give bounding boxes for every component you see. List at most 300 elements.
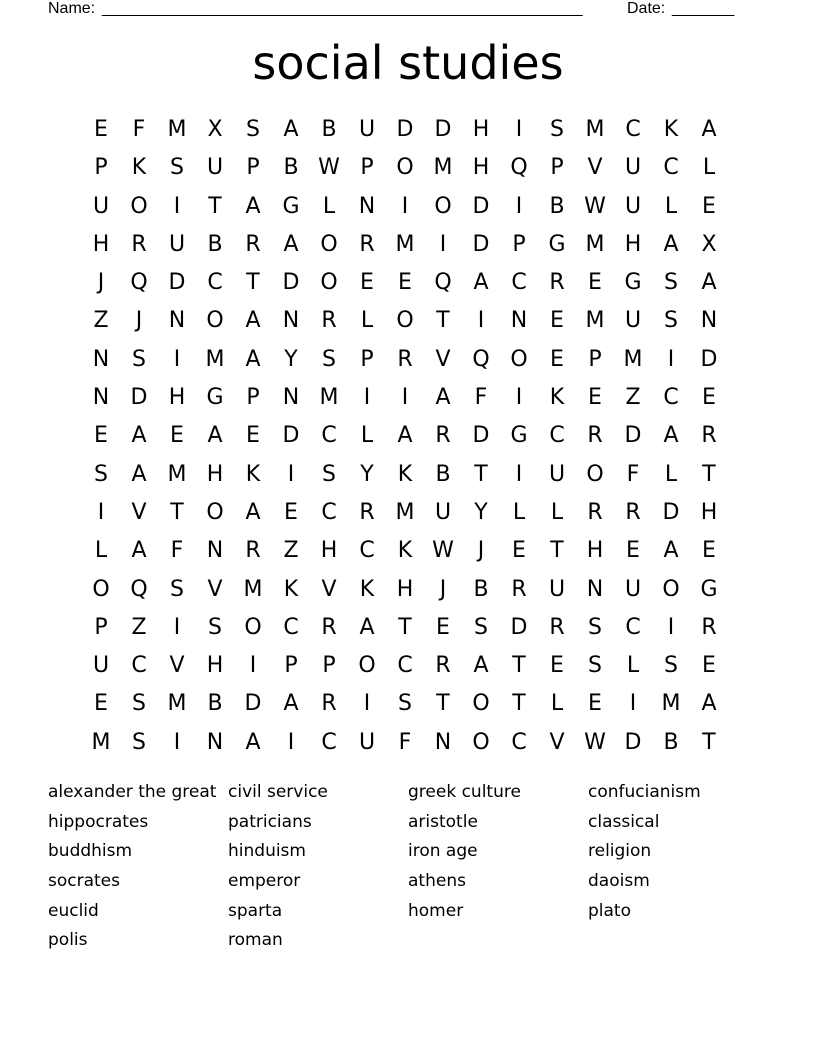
grid-letter: Q: [472, 346, 490, 372]
grid-letter: O: [320, 270, 338, 296]
grid-letter: M: [319, 385, 339, 411]
grid-letter: E: [702, 538, 716, 564]
grid-letter: B: [321, 117, 337, 142]
grid-letter: R: [321, 614, 337, 640]
grid-letter: I: [515, 385, 523, 411]
grid-letter: B: [435, 461, 451, 487]
grid-letter: M: [243, 576, 263, 602]
grid-letter: P: [246, 155, 260, 181]
grid-letter: O: [206, 308, 224, 334]
grid-letter: M: [585, 308, 605, 334]
grid-letter: T: [170, 499, 184, 525]
word-list-item: aristotle: [408, 811, 478, 832]
grid-letter: D: [130, 385, 148, 411]
grid-letter: L: [664, 193, 678, 219]
grid-letter: A: [663, 538, 679, 564]
grid-letter: E: [550, 653, 564, 679]
grid-letter: F: [132, 117, 146, 142]
name-label: Name:: [48, 0, 96, 17]
grid-letter: E: [588, 691, 602, 717]
grid-letter: N: [282, 308, 300, 334]
grid-letter: T: [208, 193, 222, 219]
grid-letter: M: [395, 231, 415, 257]
grid-row: [82, 264, 728, 302]
grid-letter: E: [436, 614, 450, 640]
grid-letter: R: [131, 231, 147, 257]
grid-letter: P: [322, 653, 336, 679]
grid-letter: K: [359, 576, 375, 602]
grid-letter: C: [511, 270, 527, 296]
grid-letter: U: [624, 193, 642, 219]
grid-letter: R: [359, 231, 375, 257]
grid-letter: A: [663, 423, 679, 449]
grid-letter: P: [550, 155, 564, 181]
grid-letter: A: [701, 117, 717, 142]
grid-letter: H: [168, 385, 186, 411]
grid-letter: P: [360, 155, 374, 181]
grid-letter: I: [477, 308, 485, 334]
grid-letter: Q: [130, 270, 148, 296]
grid-row: [82, 724, 728, 762]
grid-letter: C: [359, 538, 375, 564]
grid-letter: V: [169, 653, 185, 679]
grid-letter: D: [396, 117, 414, 142]
grid-letter: D: [624, 729, 642, 755]
grid-letter: C: [321, 499, 337, 525]
grid-row: [82, 188, 728, 226]
word-list-item: athens: [408, 871, 466, 892]
grid-letter: R: [245, 231, 261, 257]
grid-letter: V: [587, 155, 603, 181]
grid-letter: C: [625, 117, 641, 142]
letter-grid: [82, 111, 728, 762]
word-list-item: iron age: [408, 841, 478, 862]
grid-letter: B: [473, 576, 489, 602]
grid-letter: T: [436, 308, 450, 334]
grid-letter: O: [434, 193, 452, 219]
grid-letter: M: [395, 499, 415, 525]
grid-letter: J: [97, 270, 105, 296]
grid-letter: D: [472, 231, 490, 257]
grid-letter: S: [474, 614, 488, 640]
grid-letter: S: [322, 461, 336, 487]
grid-row: [82, 302, 728, 340]
grid-letter: O: [586, 461, 604, 487]
word-list-item: plato: [588, 900, 631, 921]
grid-letter: Q: [130, 576, 148, 602]
grid-letter: H: [624, 231, 642, 257]
grid-letter: J: [477, 538, 485, 564]
grid-letter: U: [358, 729, 376, 755]
grid-letter: B: [283, 155, 299, 181]
grid-letter: O: [206, 499, 224, 525]
grid-letter: U: [206, 155, 224, 181]
grid-letter: N: [700, 308, 718, 334]
word-list-item: religion: [588, 841, 652, 862]
grid-letter: U: [92, 653, 110, 679]
grid-letter: M: [661, 691, 681, 717]
grid-letter: C: [283, 614, 299, 640]
grid-letter: D: [662, 499, 680, 525]
grid-letter: N: [282, 385, 300, 411]
word-list-item: alexander the great: [48, 782, 217, 802]
grid-letter: R: [549, 270, 565, 296]
grid-letter: N: [510, 308, 528, 334]
grid-letter: G: [282, 193, 300, 219]
grid-letter: I: [667, 346, 675, 372]
grid-letter: M: [585, 117, 605, 142]
grid-letter: M: [167, 461, 187, 487]
grid-letter: A: [245, 346, 261, 372]
grid-letter: F: [398, 729, 412, 755]
grid-letter: O: [358, 653, 376, 679]
grid-letter: X: [701, 231, 717, 257]
grid-letter: P: [588, 346, 602, 372]
grid-letter: M: [167, 691, 187, 717]
grid-letter: C: [397, 653, 413, 679]
grid-row: [82, 111, 728, 149]
grid-letter: A: [245, 308, 261, 334]
grid-letter: A: [131, 423, 147, 449]
date-label: Date:: [627, 0, 666, 17]
grid-letter: U: [548, 576, 566, 602]
grid-letter: E: [550, 308, 564, 334]
grid-letter: B: [663, 729, 679, 755]
grid-letter: Y: [474, 499, 488, 525]
grid-letter: S: [588, 653, 602, 679]
grid-letter: I: [249, 653, 257, 679]
grid-letter: N: [92, 385, 110, 411]
grid-letter: H: [92, 231, 110, 257]
grid-letter: W: [432, 538, 454, 564]
grid-letter: R: [701, 614, 717, 640]
grid-letter: B: [549, 193, 565, 219]
grid-letter: W: [584, 729, 606, 755]
grid-letter: S: [208, 614, 222, 640]
grid-letter: J: [135, 308, 143, 334]
grid-letter: R: [587, 499, 603, 525]
grid-letter: D: [510, 614, 528, 640]
grid-letter: S: [588, 614, 602, 640]
grid-letter: G: [206, 385, 224, 411]
grid-letter: D: [624, 423, 642, 449]
grid-letter: Y: [284, 346, 298, 372]
name-blank-line: ______________________________________________________: [102, 0, 583, 17]
grid-letter: R: [511, 576, 527, 602]
grid-letter: L: [550, 499, 564, 525]
grid-letter: A: [283, 117, 299, 142]
grid-letter: S: [94, 461, 108, 487]
grid-letter: I: [515, 461, 523, 487]
grid-letter: G: [624, 270, 642, 296]
grid-letter: N: [92, 346, 110, 372]
grid-letter: M: [433, 155, 453, 181]
grid-letter: E: [94, 117, 108, 142]
grid-letter: U: [434, 499, 452, 525]
grid-letter: K: [663, 117, 679, 142]
grid-letter: E: [398, 270, 412, 296]
grid-row: [82, 341, 728, 379]
grid-letter: L: [550, 691, 564, 717]
grid-letter: N: [586, 576, 604, 602]
grid-letter: S: [322, 346, 336, 372]
word-list-item: roman: [228, 930, 283, 951]
grid-letter: O: [396, 155, 414, 181]
grid-letter: T: [512, 653, 526, 679]
grid-letter: E: [702, 653, 716, 679]
grid-letter: E: [702, 385, 716, 411]
grid-letter: O: [396, 308, 414, 334]
grid-letter: S: [550, 117, 564, 142]
grid-letter: O: [130, 193, 148, 219]
grid-letter: R: [435, 423, 451, 449]
grid-letter: Z: [283, 538, 299, 564]
grid-letter: R: [587, 423, 603, 449]
grid-letter: E: [550, 346, 564, 372]
grid-letter: S: [664, 653, 678, 679]
grid-letter: A: [473, 653, 489, 679]
worksheet-header: [48, 0, 748, 20]
grid-letter: A: [131, 461, 147, 487]
grid-letter: Z: [93, 308, 109, 334]
grid-letter: P: [246, 385, 260, 411]
grid-letter: N: [206, 729, 224, 755]
grid-letter: I: [363, 691, 371, 717]
word-list-item: confucianism: [588, 782, 701, 802]
grid-letter: Q: [434, 270, 452, 296]
grid-letter: R: [245, 538, 261, 564]
word-list-item: greek culture: [408, 782, 521, 802]
grid-letter: A: [397, 423, 413, 449]
grid-letter: Y: [360, 461, 374, 487]
grid-letter: D: [282, 270, 300, 296]
grid-letter: O: [472, 691, 490, 717]
grid-letter: H: [472, 155, 490, 181]
grid-letter: M: [623, 346, 643, 372]
grid-letter: M: [91, 729, 111, 755]
word-list-item: civil service: [228, 782, 328, 802]
grid-letter: Q: [510, 155, 528, 181]
grid-letter: S: [246, 117, 260, 142]
grid-row: [82, 647, 728, 685]
grid-letter: V: [435, 346, 451, 372]
grid-letter: R: [549, 614, 565, 640]
grid-letter: I: [401, 193, 409, 219]
grid-letter: L: [626, 653, 640, 679]
grid-letter: T: [398, 614, 412, 640]
grid-letter: G: [548, 231, 566, 257]
grid-letter: P: [284, 653, 298, 679]
grid-letter: E: [94, 423, 108, 449]
grid-letter: B: [207, 691, 223, 717]
grid-letter: M: [585, 231, 605, 257]
grid-letter: I: [515, 193, 523, 219]
grid-letter: I: [667, 614, 675, 640]
grid-letter: U: [624, 576, 642, 602]
grid-letter: Z: [131, 614, 147, 640]
grid-letter: A: [207, 423, 223, 449]
grid-letter: S: [664, 308, 678, 334]
grid-letter: C: [663, 155, 679, 181]
word-list-item: buddhism: [48, 841, 133, 862]
grid-letter: A: [283, 231, 299, 257]
grid-letter: I: [629, 691, 637, 717]
grid-letter: H: [206, 461, 224, 487]
grid-letter: L: [360, 423, 374, 449]
grid-letter: E: [360, 270, 374, 296]
grid-letter: G: [510, 423, 528, 449]
grid-row: [82, 571, 728, 609]
grid-letter: E: [702, 193, 716, 219]
grid-letter: O: [472, 729, 490, 755]
grid-letter: D: [282, 423, 300, 449]
grid-letter: K: [245, 461, 261, 487]
grid-letter: P: [512, 231, 526, 257]
grid-letter: E: [170, 423, 184, 449]
grid-letter: T: [550, 538, 564, 564]
grid-letter: L: [322, 193, 336, 219]
grid-letter: R: [321, 691, 337, 717]
word-list-item: socrates: [48, 871, 120, 892]
grid-letter: W: [584, 193, 606, 219]
grid-letter: A: [245, 499, 261, 525]
grid-letter: C: [321, 423, 337, 449]
grid-letter: G: [700, 576, 718, 602]
grid-row: [82, 685, 728, 723]
grid-letter: T: [436, 691, 450, 717]
grid-letter: D: [472, 193, 490, 219]
grid-letter: H: [206, 653, 224, 679]
grid-letter: P: [94, 614, 108, 640]
grid-letter: E: [512, 538, 526, 564]
grid-letter: A: [283, 691, 299, 717]
word-list-item: classical: [588, 811, 660, 832]
page-title: social studies: [252, 36, 564, 90]
grid-letter: V: [321, 576, 337, 602]
grid-letter: L: [94, 538, 108, 564]
grid-letter: K: [283, 576, 299, 602]
grid-letter: E: [588, 385, 602, 411]
grid-letter: S: [132, 729, 146, 755]
grid-letter: C: [131, 653, 147, 679]
grid-letter: E: [588, 270, 602, 296]
grid-letter: H: [396, 576, 414, 602]
grid-letter: A: [473, 270, 489, 296]
word-list: [48, 780, 768, 958]
grid-letter: C: [625, 614, 641, 640]
grid-letter: W: [318, 155, 340, 181]
date-blank-line: _______: [672, 0, 735, 17]
grid-letter: I: [97, 499, 105, 525]
word-list-item: sparta: [228, 900, 283, 921]
grid-letter: X: [207, 117, 223, 142]
grid-letter: O: [92, 576, 110, 602]
grid-letter: H: [320, 538, 338, 564]
grid-letter: B: [207, 231, 223, 257]
grid-letter: R: [435, 653, 451, 679]
grid-row: [82, 494, 728, 532]
grid-letter: I: [515, 117, 523, 142]
grid-letter: E: [246, 423, 260, 449]
grid-letter: A: [131, 538, 147, 564]
grid-letter: C: [207, 270, 223, 296]
grid-row: [82, 379, 728, 417]
grid-letter: V: [131, 499, 147, 525]
grid-letter: L: [512, 499, 526, 525]
grid-letter: I: [173, 346, 181, 372]
grid-letter: C: [663, 385, 679, 411]
grid-row: [82, 226, 728, 264]
grid-letter: S: [170, 155, 184, 181]
grid-letter: T: [702, 461, 716, 487]
grid-letter: I: [287, 461, 295, 487]
grid-letter: O: [320, 231, 338, 257]
grid-letter: N: [358, 193, 376, 219]
grid-letter: T: [512, 691, 526, 717]
grid-letter: R: [397, 346, 413, 372]
word-list-item: hinduism: [228, 841, 306, 862]
grid-letter: D: [244, 691, 262, 717]
grid-letter: C: [549, 423, 565, 449]
grid-letter: D: [168, 270, 186, 296]
grid-letter: C: [511, 729, 527, 755]
grid-letter: S: [664, 270, 678, 296]
grid-letter: N: [434, 729, 452, 755]
grid-letter: A: [359, 614, 375, 640]
grid-letter: T: [702, 729, 716, 755]
grid-letter: J: [439, 576, 447, 602]
grid-letter: I: [363, 385, 371, 411]
grid-letter: I: [401, 385, 409, 411]
grid-letter: P: [360, 346, 374, 372]
grid-letter: T: [474, 461, 488, 487]
grid-letter: K: [131, 155, 147, 181]
grid-letter: K: [397, 461, 413, 487]
grid-letter: U: [168, 231, 186, 257]
grid-letter: D: [472, 423, 490, 449]
grid-letter: M: [167, 117, 187, 142]
grid-row: [82, 149, 728, 187]
grid-letter: E: [626, 538, 640, 564]
grid-letter: S: [132, 346, 146, 372]
grid-letter: N: [206, 538, 224, 564]
grid-letter: R: [321, 308, 337, 334]
word-list-item: homer: [408, 900, 464, 921]
grid-letter: F: [626, 461, 640, 487]
grid-row: [82, 532, 728, 570]
grid-letter: A: [245, 729, 261, 755]
grid-letter: A: [701, 270, 717, 296]
grid-letter: H: [472, 117, 490, 142]
grid-letter: K: [397, 538, 413, 564]
grid-letter: L: [664, 461, 678, 487]
grid-letter: H: [586, 538, 604, 564]
grid-letter: L: [702, 155, 716, 181]
grid-letter: N: [168, 308, 186, 334]
grid-letter: R: [625, 499, 641, 525]
grid-letter: A: [701, 691, 717, 717]
grid-letter: U: [358, 117, 376, 142]
grid-letter: R: [359, 499, 375, 525]
grid-letter: S: [398, 691, 412, 717]
grid-letter: O: [510, 346, 528, 372]
word-list-item: emperor: [228, 871, 301, 892]
grid-letter: M: [205, 346, 225, 372]
grid-letter: I: [173, 614, 181, 640]
word-list-item: euclid: [48, 900, 99, 921]
grid-letter: I: [173, 729, 181, 755]
grid-letter: R: [701, 423, 717, 449]
